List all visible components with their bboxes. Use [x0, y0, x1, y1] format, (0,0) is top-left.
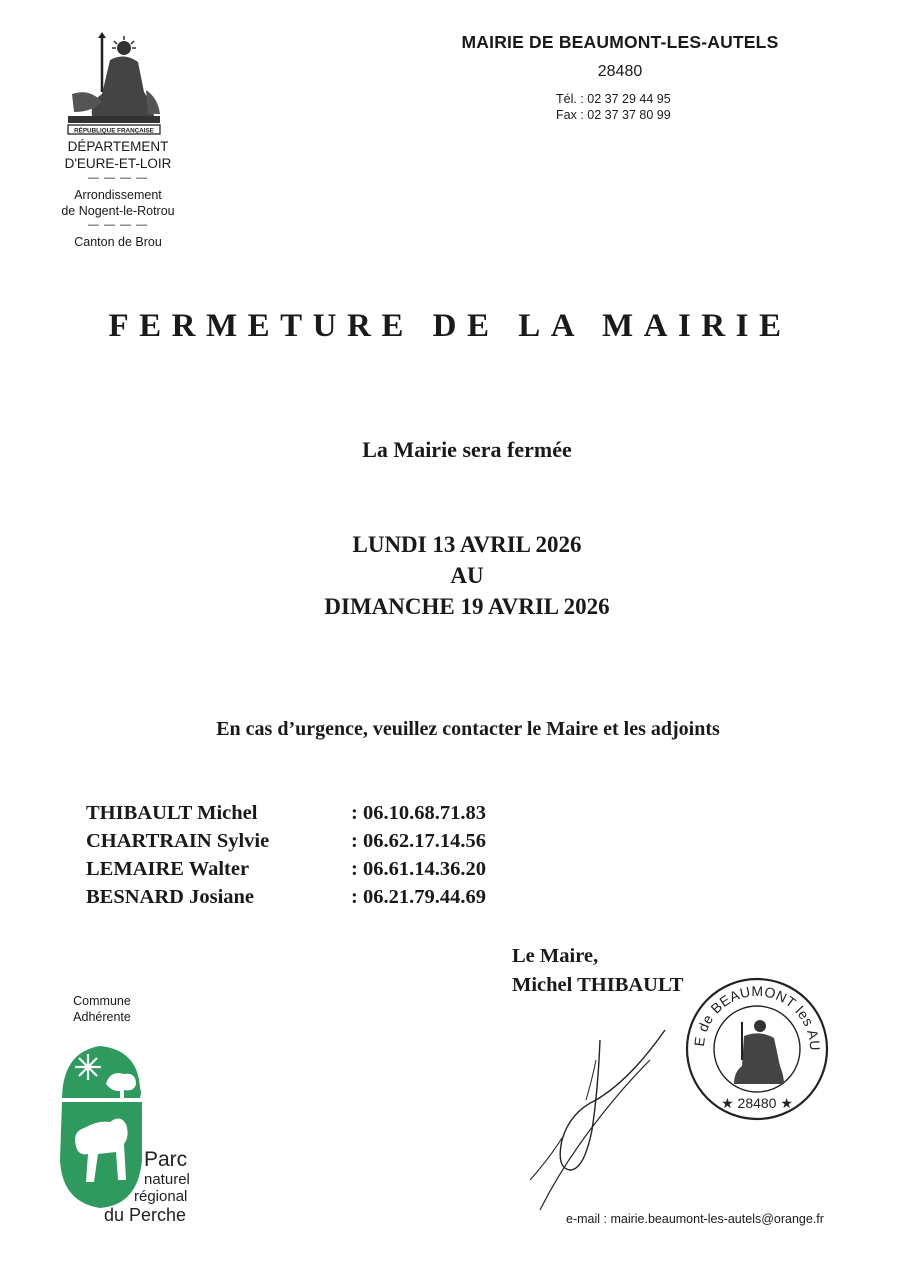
signatory-block: [512, 942, 683, 1000]
date-connector: AU: [450, 563, 484, 588]
email-address: e-mail : mairie.beaumont-les-autels@orange.fr: [566, 1212, 824, 1226]
fax-number: Fax : 02 37 37 80 99: [556, 108, 671, 122]
canton-label: Canton de Brou: [74, 235, 162, 249]
parc-perche-logo: [54, 1040, 204, 1230]
contact-phone: : 06.21.79.44.69: [351, 886, 486, 908]
contact-phone: : 06.62.17.14.56: [351, 830, 486, 852]
stamp-text: E de BEAUMONT les AU: [690, 982, 824, 1052]
parc-perche-word: du Perche: [104, 1205, 187, 1225]
parc-regional-word: régional: [134, 1188, 188, 1205]
emblem-label: RÉPUBLIQUE FRANÇAISE: [74, 127, 154, 135]
contact-phone: : 06.10.68.71.83: [351, 802, 486, 824]
contact-name: BESNARD Josiane: [86, 886, 255, 908]
date-to: DIMANCHE 19 AVRIL 2026: [324, 594, 610, 619]
department-name: D'EURE-ET-LOIR: [64, 156, 172, 171]
separator: — — — —: [87, 219, 149, 231]
signatory-role: Le Maire,: [512, 945, 599, 967]
arrondissement-name: de Nogent-le-Rotrou: [61, 204, 175, 218]
contact-name: THIBAULT Michel: [86, 802, 258, 824]
handwritten-signature: [500, 1020, 680, 1220]
arrondissement-label: Arrondissement: [74, 188, 162, 202]
separator: — — — —: [87, 172, 149, 184]
date-from: LUNDI 13 AVRIL 2026: [352, 532, 582, 557]
contact-name: CHARTRAIN Sylvie: [86, 830, 270, 852]
signatory-name: Michel THIBAULT: [512, 974, 684, 996]
commune-label: [64, 993, 140, 1025]
department-block: [40, 138, 196, 250]
republique-francaise-emblem-icon: [62, 32, 166, 136]
adherente-text: Adhérente: [73, 1010, 131, 1024]
page-title: FERMETURE DE LA MAIRIE: [108, 308, 792, 344]
mairie-title: MAIRIE DE BEAUMONT-LES-AUTELS: [461, 32, 779, 52]
commune-text: Commune: [73, 994, 131, 1008]
stamp-code: ★ 28480 ★: [721, 1095, 793, 1111]
department-label: DÉPARTEMENT: [67, 139, 169, 154]
parc-word: Parc: [144, 1148, 188, 1171]
urgence-text: En cas d’urgence, veuillez contacter le Maire et les adjoints: [216, 718, 720, 740]
contact-phone: : 06.61.14.36.20: [351, 858, 486, 880]
phone-number: Tél. : 02 37 29 44 95: [556, 92, 671, 106]
contact-info: [556, 91, 671, 123]
intro-text: La Mairie sera fermée: [362, 437, 572, 462]
contact-name: LEMAIRE Walter: [86, 858, 250, 880]
stamp-marianne-icon: [734, 1020, 784, 1084]
mairie-stamp: [684, 976, 830, 1122]
postal-code: 28480: [597, 63, 643, 80]
parc-naturel-word: naturel: [144, 1171, 190, 1188]
